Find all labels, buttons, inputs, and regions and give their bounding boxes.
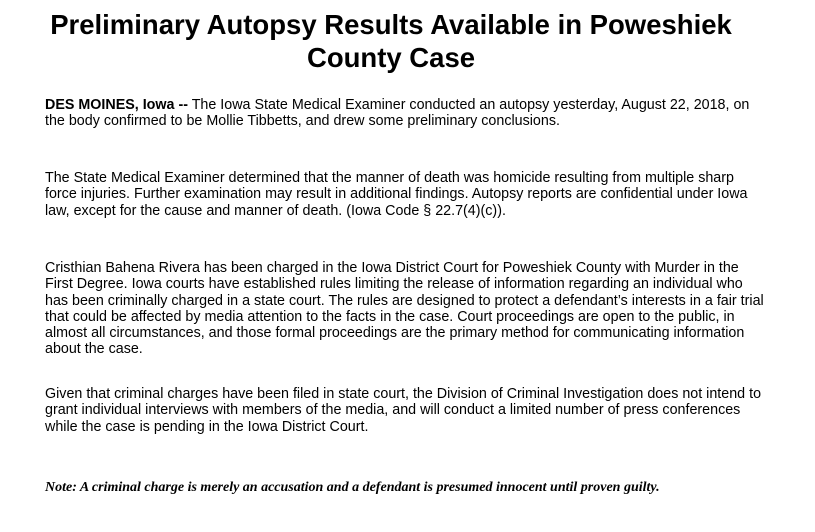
page-title: Preliminary Autopsy Results Available in Poweshiek County Case [50, 9, 732, 73]
paragraph-manner-of-death: The State Medical Examiner determined that the manner of death was homicide resulting from multiple sharp force injuries. Further examination may result in additional findings. Autopsy reports are confidential under Iowa law, except for the cause and manner of death. (Iowa Code § 22.7(4)(c)). [45, 170, 748, 219]
disclaimer-note: Note: A criminal charge is merely an accusation and a defendant is presumed innocent until proven guilty. [45, 480, 660, 495]
paragraph-charges: Cristhian Bahena Rivera has been charged in the Iowa District Court for Poweshiek County with Murder in the First Degree. Iowa courts have established rules limiting the release of information regarding an individual who has been criminally charged in a state court. The rules are designed to protect a defendant’s interests in a fair trial that could be affected by media attention to the facts in the case. Court proceedings are open to the public, in almost all circumstances, and those formal proceedings are the primary method for communicating information about the case. [45, 260, 764, 358]
paragraph-intro [45, 97, 765, 130]
paragraph-intro-text: The Iowa State Medical Examiner conducted an autopsy yesterday, August 22, 2018, on the body confirmed to be Mollie Tibbetts, and drew some preliminary conclusions. [45, 97, 750, 130]
dateline: DES MOINES, Iowa -- [45, 97, 188, 113]
paragraph-media-policy: Given that criminal charges have been filed in state court, the Division of Criminal Investigation does not intend to grant individual interviews with members of the media, and will conduct a limited number of press conferences while the case is pending in the Iowa District Court. [45, 386, 762, 435]
